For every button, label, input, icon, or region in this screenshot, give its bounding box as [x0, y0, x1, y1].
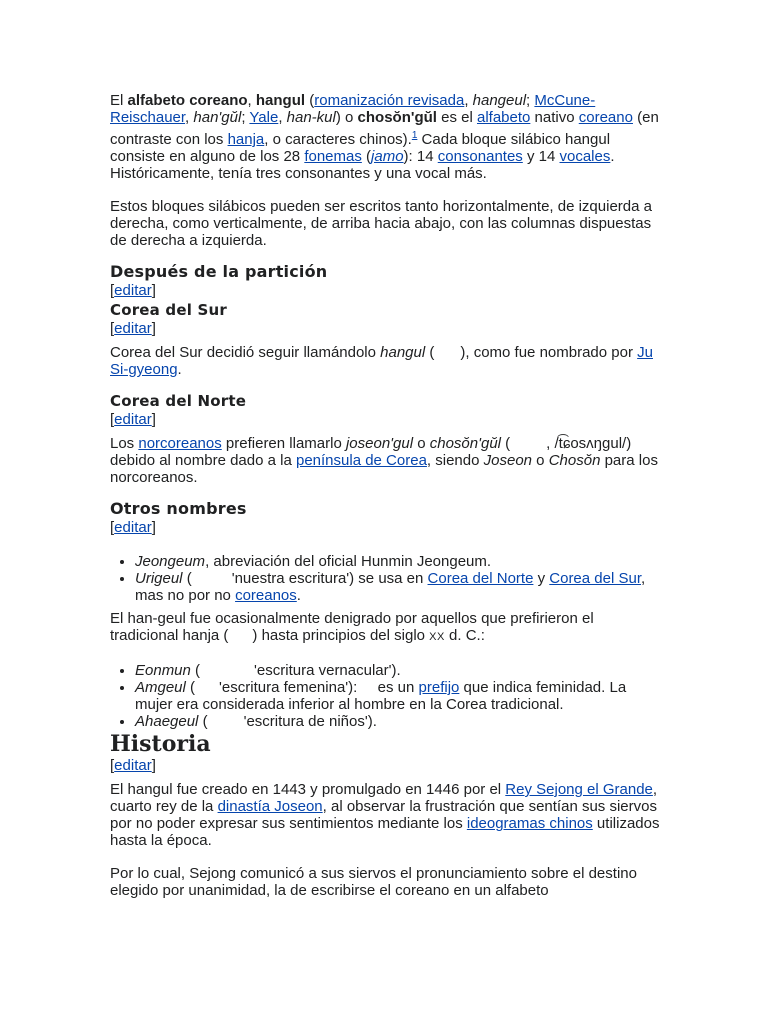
text: y 14 [522, 148, 560, 165]
text: Los [110, 435, 139, 452]
link-norcoreanos[interactable]: norcoreanos [138, 435, 222, 452]
text: ; [526, 92, 535, 109]
link-corea-del-norte[interactable]: Corea del Norte [427, 570, 534, 587]
italic-term: chosŏn'gŭl [429, 435, 501, 452]
bold-term: alfabeto coreano [127, 92, 248, 109]
century-smallcaps: XX [429, 631, 445, 643]
link-prefijo[interactable]: prefijo [418, 679, 460, 696]
text: , abreviación del oficial Hunmin Jeongeum. [205, 553, 492, 570]
list-item [135, 679, 660, 713]
italic-term: Chosŏn [548, 452, 601, 469]
text: , [278, 109, 287, 126]
text: ( [185, 679, 196, 696]
text: , mas no por no [135, 570, 646, 604]
link-dinastia-joseon[interactable]: dinastía Joseon [217, 798, 323, 815]
text: 'escritura de niños'). [243, 713, 377, 730]
text: , [247, 92, 256, 109]
text: El han-geul fue ocasionalmente denigrado por aquellos que prefirieron el tradicional hanja ( [110, 610, 594, 644]
text: , cuarto rey de la [110, 781, 658, 815]
link-ju-si-gyeong[interactable]: Ju Si-gyeong [110, 344, 653, 378]
text: Cada bloque silábico hangul consiste en alguno de los 28 [110, 131, 611, 165]
text: 'escritura vernacular'). [254, 662, 401, 679]
italic-term: Amgeul [135, 679, 186, 696]
edit-link[interactable]: editar [114, 519, 152, 536]
list-otros-nombres-2 [110, 662, 660, 730]
edit-section-particion: [editar] [110, 282, 156, 299]
italic-term: hangeul [472, 92, 527, 109]
text: ) o [335, 109, 358, 126]
text: utilizados hasta la época. [110, 815, 660, 849]
text: ( [190, 662, 201, 679]
text: , [464, 92, 473, 109]
list-item [135, 570, 660, 604]
text: es el [436, 109, 477, 126]
text: 'nuestra escritura') se usa en [231, 570, 428, 587]
link-romanizacion-revisada[interactable]: romanización revisada [314, 92, 465, 109]
text: . [177, 361, 182, 378]
italic-term: Jeongeum [135, 553, 206, 570]
text: Corea del Sur decidió seguir llamándolo [110, 344, 381, 361]
text: nativo [530, 109, 579, 126]
text: . [296, 587, 301, 604]
paragraph-corea-del-sur [110, 344, 660, 378]
text: , al observar la frustración que sentían sus siervos por no poder expresar sus sentimientos mediante los [110, 798, 657, 832]
italic-term: Eonmun [135, 662, 191, 679]
text: El hangul fue creado en 1443 y promulgado en 1446 por el [110, 781, 506, 798]
text: ( [182, 570, 192, 587]
link-vocales[interactable]: vocales [559, 148, 611, 165]
text: , /t͡ɕosʌŋɡul/) debido al nombre dado a la [110, 435, 632, 469]
italic-term: Urigeul [135, 570, 183, 587]
bold-term: chosŏn'gŭl [357, 109, 437, 126]
link-yale[interactable]: Yale [249, 109, 279, 126]
text: ( [501, 435, 511, 452]
text: ): 14 [403, 148, 438, 165]
link-mccune-reischauer[interactable]: McCune-Reischauer [110, 92, 596, 126]
edit-section-otros: [editar] [110, 519, 156, 536]
text: y [533, 570, 550, 587]
link-peninsula-de-corea[interactable]: península de Corea [295, 452, 427, 469]
paragraph-otros-nombres [110, 610, 660, 646]
heading-historia: Historia [110, 731, 211, 757]
italic-term: joseon'gul [345, 435, 414, 452]
text: 'escritura femenina'): [219, 679, 362, 696]
edit-link[interactable]: editar [114, 320, 152, 337]
heading-despues-de-la-particion: Después de la partición [110, 262, 328, 281]
text: o [532, 452, 549, 469]
link-hanja[interactable]: hanja [227, 131, 265, 148]
intro-paragraph-2: Estos bloques silábicos pueden ser escritos tanto horizontalmente, de izquierda a derecha, como verticalmente, de arriba hacia abajo, con las columnas dispuestas de derecha a izquierda. [110, 198, 652, 249]
italic-term: han-kul [286, 109, 336, 126]
heading-otros-nombres: Otros nombres [110, 499, 247, 518]
footnote-link-1[interactable]: 1 [411, 130, 418, 141]
link-alfabeto[interactable]: alfabeto [476, 109, 531, 126]
intro-paragraph-1 [110, 92, 660, 182]
article-body [110, 92, 660, 899]
link-coreanos[interactable]: coreanos [235, 587, 297, 604]
italic-term: Joseon [483, 452, 533, 469]
italic-term: hangul [380, 344, 426, 361]
text: prefieren llamarlo [221, 435, 346, 452]
link-fonemas[interactable]: fonemas [304, 148, 362, 165]
text: , o caracteres chinos). [264, 131, 412, 148]
edit-link[interactable]: editar [114, 411, 152, 428]
text: ) hasta principios del siglo [252, 627, 430, 644]
link-jamo[interactable]: jamo [371, 148, 404, 165]
edit-section-sur: [editar] [110, 320, 156, 337]
heading-corea-del-norte: Corea del Norte [110, 392, 247, 410]
text: ( [425, 344, 435, 361]
list-otros-nombres-1 [110, 553, 660, 604]
list-item [135, 553, 660, 570]
list-item [135, 662, 660, 679]
text: ( [305, 92, 315, 109]
text: o [413, 435, 430, 452]
edit-section-historia: [editar] [110, 757, 156, 774]
paragraph-corea-del-norte [110, 435, 660, 486]
italic-term: Ahaegeul [135, 713, 199, 730]
text: para los norcoreanos. [110, 452, 658, 486]
text: El [110, 92, 128, 109]
link-ideogramas-chinos[interactable]: ideogramas chinos [466, 815, 593, 832]
paragraph-historia-1 [110, 781, 660, 849]
text: , siendo [426, 452, 484, 469]
text: , [185, 109, 194, 126]
edit-link[interactable]: editar [114, 282, 152, 299]
text: ( [198, 713, 208, 730]
list-item [135, 713, 660, 730]
text: d. C.: [444, 627, 485, 644]
edit-link[interactable]: editar [114, 757, 152, 774]
text: que indica feminidad. La mujer era considerada inferior al hombre en la Corea tradicional. [135, 679, 627, 713]
text: ; [241, 109, 250, 126]
italic-term: han'gŭl [193, 109, 242, 126]
edit-section-norte: [editar] [110, 411, 156, 428]
link-corea-del-sur[interactable]: Corea del Sur [549, 570, 641, 587]
link-coreano[interactable]: coreano [578, 109, 633, 126]
paragraph-historia-2: Por lo cual, Sejong comunicó a sus siervos el pronunciamiento sobre el destino elegido por unanimidad, la de escribirse el coreano en un alfabeto [110, 865, 637, 899]
text: es un [373, 679, 419, 696]
link-rey-sejong-el-grande[interactable]: Rey Sejong el Grande [505, 781, 653, 798]
text: . Históricamente, tenía tres consonantes y una vocal más. [110, 148, 615, 182]
link-consonantes[interactable]: consonantes [437, 148, 523, 165]
heading-corea-del-sur: Corea del Sur [110, 301, 227, 319]
text: (en contraste con los [110, 109, 659, 148]
bold-term: hangul [255, 92, 306, 109]
text: ), como fue nombrado por [460, 344, 638, 361]
text: ( [361, 148, 372, 165]
